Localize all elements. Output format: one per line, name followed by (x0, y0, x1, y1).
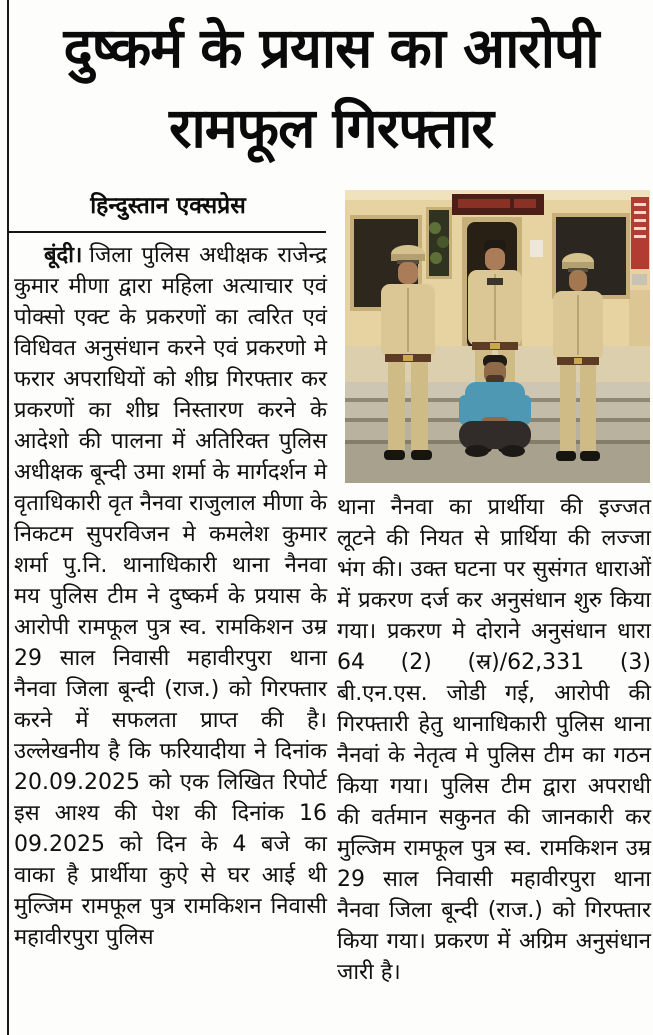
right-window (552, 213, 630, 299)
police-station-photo-graphic (345, 190, 650, 483)
small-wall-sign (530, 240, 543, 257)
left-column-rule (7, 0, 9, 1035)
article-body-left-column (14, 240, 327, 953)
plant-window (426, 207, 452, 279)
body-text-right: थाना नैनवा का प्रार्थीया की इज्जत लूटने की नियत से प्रार्थिया की लज्जा भंग की। उक्त घटना पर सुसंगत धाराओं में प्रकरण दर्ज कर अनुसंधान शुरु किया गया। प्रकरण मे दोराने अनुसंधान धारा 64 (2) (स्र)/62,331 (3) बी.एन.एस. जोडी गई, आरोपी की गिरफ्तारी हेतु थानाधिकारी पुलिस थाना नैनवां के नेतृत्व मे पुलिस टीम का गठन किया गया। पुलिस टीम द्वारा अपराधी की वर्तमान सकुनत की जानकारी कर मुल्जिम रामफूल पुत्र स्व. रामकिशन उम्र 29 साल निवासी महावीरपुरा थाना नैनवा जिला बून्दी (राज.) को गिरफ्तार किया गया। प्रकरण में अग्रिम अनुसंधान जारी है। (337, 495, 651, 985)
headline-line-1: दुष्कर्म के प्रयास का आरोपी (63, 16, 599, 80)
byline: हिन्दुस्तान एक्सप्रेस (90, 193, 246, 219)
station-name-board (452, 194, 544, 215)
article-headline (16, 8, 646, 168)
headline-line-2: रामफूल गिरफ्तार (169, 96, 493, 160)
dateline: बूंदी। (44, 243, 83, 268)
article-body-right-column (337, 492, 651, 988)
body-text-left: जिला पुलिस अधीक्षक राजेन्द्र कुमार मीणा द्वारा महिला अत्याचार एवं पोक्सो एक्ट के प्रकरणों का त्वरित एवं विधिवत अनुसंधान करने एवं प्रकरणो मे फरार अपराधियों को शीघ्र गिरफ्तार कर प्रकरणों का शीघ्र निस्तारण करने के आदेशो की पालना में अतिरिक्त पुलिस अधीक्षक बून्दी उमा शर्मा के मार्गदर्शन मे वृताधिकारी वृत नैनवा राजुलाल मीणा के निकटम सुपरविजन मे कमलेश कुमार शर्मा पु.नि. थानाधिकारी थाना नैनवा मय पुलिस टीम ने दुष्कर्म के प्रयास के आरोपी रामफूल पुत्र स्व. रामकिशन उम्र 29 साल निवासी महावीरपुरा थाना नैनवा जिला बून्दी (राज.) को गिरफ्तार करने में सफलता प्राप्त की है। उल्लेखनीय है कि फरियादीया ने दिनांक 20.09.2025 को एक लिखित रिपोर्ट इस आश्य की पेश की दिनांक 16 09.2025 को दिन के 4 बजे का वाका है प्रार्थीया कुऐ से घर आई थी मुल्जिम रामफूल पुत्र रामकिशन निवासी महावीरपुरा पुलिस (14, 243, 327, 950)
arrest-photo (345, 190, 650, 483)
byline-divider-rule (8, 231, 326, 233)
